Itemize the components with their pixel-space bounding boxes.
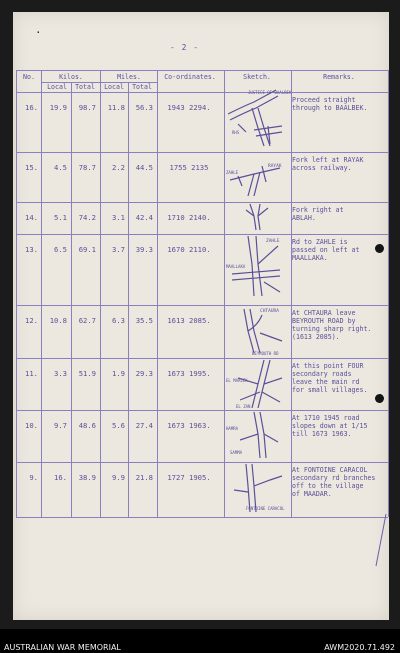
- sketch-label: SAMMA: [230, 450, 243, 455]
- remarks-cell: Rd to ZAHLE is passed on left at MAALLAKA.: [292, 238, 360, 262]
- remarks-cell: Proceed straight through to BAALBEK.: [292, 96, 368, 112]
- remarks-cell: Fork right at ABLAH.: [292, 206, 344, 222]
- page-number: - 2 -: [170, 43, 200, 52]
- kilos-total: 38.9: [78, 473, 96, 482]
- row-number: 13.: [25, 245, 38, 254]
- kilos-local: 9.7: [54, 421, 67, 430]
- sketch-row-12: [224, 305, 288, 361]
- sketch-label: RHS: [232, 130, 240, 135]
- kilos-total: 98.7: [78, 103, 96, 112]
- kilos-local: 6.5: [54, 245, 67, 254]
- grid-line: [16, 358, 388, 359]
- sketch-row-13: [224, 234, 288, 308]
- row-number: 11.: [25, 369, 38, 378]
- sketch-label: JUSTICE OF BAALBEK: [248, 90, 292, 95]
- sketch-label: EL ZAN: [236, 404, 251, 409]
- header-miles: Miles.: [117, 73, 141, 81]
- coordinates: 1673 1963.: [167, 421, 211, 430]
- ink-mark: ·: [35, 26, 42, 39]
- sketch-label: MAALLAKA: [226, 264, 246, 269]
- row-number: 9.: [29, 473, 38, 482]
- header-kilos-total: Total: [75, 83, 95, 91]
- sketch-row-10: [224, 410, 288, 466]
- punch-hole: [375, 394, 384, 403]
- header-no: No.: [23, 73, 35, 81]
- sketch-label: BEYROUTH RD: [252, 351, 279, 356]
- remarks-cell: Fork left at RAYAK across railway.: [292, 156, 364, 172]
- grid-line: [16, 70, 17, 517]
- grid-line: [16, 92, 388, 93]
- kilos-local: 19.9: [49, 103, 67, 112]
- coordinates: 1670 2110.: [167, 245, 211, 254]
- row-number: 10.: [25, 421, 38, 430]
- coordinates: 1613 2085.: [167, 316, 211, 325]
- sketch-label: FONTOINE CARACOL: [246, 506, 285, 511]
- coordinates: 1755 2135: [169, 163, 209, 172]
- grid-line: [100, 70, 101, 517]
- grid-line: [388, 70, 389, 517]
- sketch-row-9: [224, 462, 288, 520]
- sketch-label: ZAHLE: [226, 170, 239, 175]
- kilos-local: 16.: [54, 473, 67, 482]
- grid-line: [41, 70, 42, 517]
- sketch-label: RAYAK: [268, 164, 282, 169]
- kilos-total: 74.2: [78, 213, 96, 222]
- kilos-total: 51.9: [78, 369, 96, 378]
- header-remarks: Remarks.: [323, 73, 355, 81]
- grid-line: [157, 70, 158, 517]
- coordinates: 1673 1995.: [167, 369, 211, 378]
- miles-total: 39.3: [135, 245, 153, 254]
- miles-local: 6.3: [112, 316, 125, 325]
- miles-local: 2.2: [112, 163, 125, 172]
- header-kilos: Kilos.: [59, 73, 83, 81]
- miles-total: 35.5: [135, 316, 153, 325]
- header-miles-local: Local: [104, 83, 124, 91]
- grid-line: [41, 82, 157, 83]
- kilos-total: 69.1: [78, 245, 96, 254]
- header-kilos-local: Local: [47, 83, 67, 91]
- footer-institution: AUSTRALIAN WAR MEMORIAL: [4, 643, 121, 652]
- footer-catalog-id: AWM2020.71.492: [324, 643, 395, 652]
- grid-line: [16, 305, 388, 306]
- coordinates: 1727 1905.: [167, 473, 211, 482]
- sketch-row-14: [224, 202, 288, 236]
- grid-line: [16, 517, 388, 518]
- miles-local: 1.9: [112, 369, 125, 378]
- grid-line: [16, 234, 388, 235]
- kilos-local: 5.1: [54, 213, 67, 222]
- row-number: 12.: [25, 316, 38, 325]
- miles-total: 42.4: [135, 213, 153, 222]
- miles-local: 3.7: [112, 245, 125, 254]
- grid-line: [16, 152, 388, 153]
- remarks-cell: At 1710 1945 road slopes down at 1/15 till 1673 1963.: [292, 414, 368, 438]
- remarks-cell: At this point FOUR secondary roads leave the main rd for small villages.: [292, 362, 368, 394]
- kilos-local: 10.8: [49, 316, 67, 325]
- kilos-total: 62.7: [78, 316, 96, 325]
- row-number: 15.: [25, 163, 38, 172]
- kilos-total: 48.6: [78, 421, 96, 430]
- sketch-label: HAMRA: [226, 426, 239, 431]
- miles-local: 9.9: [112, 473, 125, 482]
- punch-hole: [375, 244, 384, 253]
- pen-mark: [370, 510, 390, 570]
- miles-total: 44.5: [135, 163, 153, 172]
- header-coordinates: Co-ordinates.: [164, 73, 216, 81]
- row-number: 16.: [25, 103, 38, 112]
- kilos-local: 3.3: [54, 369, 67, 378]
- remarks-cell: At FONTOINE CARACOL secondary rd branches off to the village of MAADAR.: [292, 466, 376, 498]
- miles-total: 29.3: [135, 369, 153, 378]
- header-miles-total: Total: [132, 83, 152, 91]
- remarks-cell: At CHTAURA leave BEYROUTH ROAD by turning sharp right. (1613 2085).: [292, 309, 372, 341]
- miles-total: 27.4: [135, 421, 153, 430]
- coordinates: 1710 2140.: [167, 213, 211, 222]
- sketch-label: CHTAURA: [260, 309, 279, 314]
- miles-local: 5.6: [112, 421, 125, 430]
- grid-line: [16, 410, 388, 411]
- miles-total: 21.8: [135, 473, 153, 482]
- grid-line: [16, 462, 388, 463]
- miles-local: 11.8: [107, 103, 125, 112]
- coordinates: 1943 2294.: [167, 103, 211, 112]
- sketch-row-11: [224, 358, 288, 414]
- kilos-total: 78.7: [78, 163, 96, 172]
- sketch-label: ZAHLE: [266, 239, 280, 244]
- miles-local: 3.1: [112, 213, 125, 222]
- sketch-row-15: [224, 152, 288, 206]
- grid-line: [16, 70, 388, 71]
- grid-line: [71, 82, 72, 517]
- grid-line: [16, 202, 388, 203]
- miles-total: 56.3: [135, 103, 153, 112]
- grid-line: [128, 82, 129, 517]
- kilos-local: 4.5: [54, 163, 67, 172]
- header-sketch: Sketch.: [243, 73, 271, 81]
- sketch-row-16: [224, 84, 292, 154]
- grid-line: [291, 70, 292, 517]
- sketch-label: EL MAALEK: [226, 378, 248, 383]
- row-number: 14.: [25, 213, 38, 222]
